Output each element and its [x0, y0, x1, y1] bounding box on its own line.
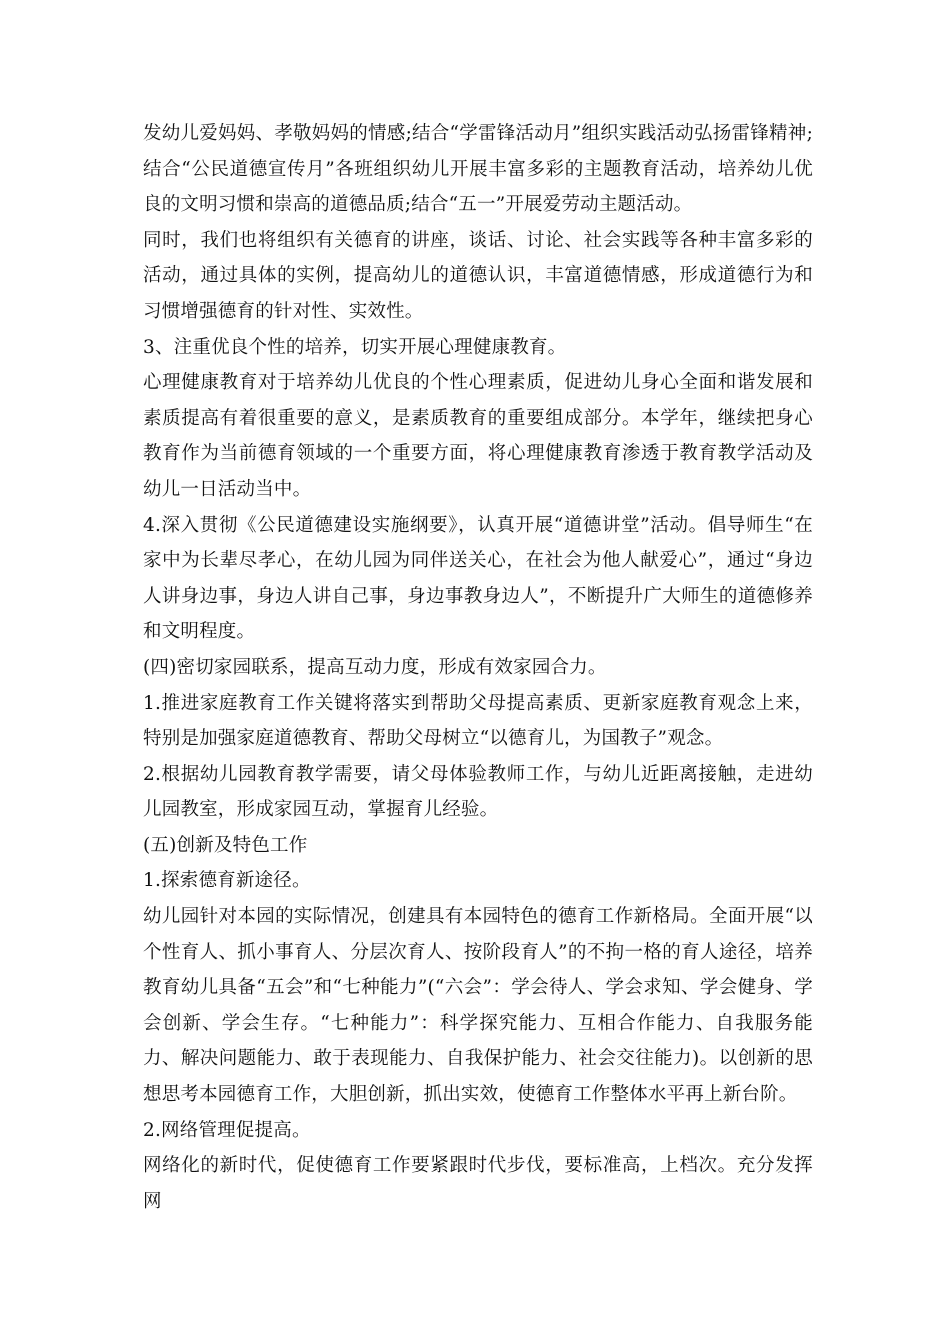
paragraph-8: 2.根据幼儿园教育教学需要，请父母体验教师工作，与幼儿近距离接触，走进幼儿园教室，形成家园互动，掌握育儿经验。: [143, 763, 813, 821]
paragraph-2: 同时，我们也将组织有关德育的讲座，谈话、讨论、社会实践等各种丰富多彩的活动，通过具体的实例，提高幼儿的道德认识，丰富道德情感，形成道德行为和习惯增强德育的针对性、实效性。: [143, 229, 813, 322]
paragraph-13: 网络化的新时代，促使德育工作要紧跟时代步伐，要标准高，上档次。充分发挥网: [143, 1155, 813, 1212]
paragraph-12: 2.网络管理促提高。: [143, 1119, 311, 1141]
paragraph-7: 1.推进家庭教育工作关键将落实到帮助父母提高素质、更新家庭教育观念上来，特别是加强家庭道德教育、帮助父母树立“以德育儿，为国教子”观念。: [143, 692, 813, 750]
paragraph-4: 心理健康教育对于培养幼儿优良的个性心理素质，促进幼儿身心全面和谐发展和素质提高有着很重要的意义，是素质教育的重要组成部分。本学年，继续把身心教育作为当前德育领域的一个重要方面，将心理健康教育渗透于教育教学活动及幼儿一日活动当中。: [143, 372, 813, 500]
paragraph-11: 幼儿园针对本园的实际情况，创建具有本园特色的德育工作新格局。全面开展“以个性育人、抓小事育人、分层次育人、按阶段育人”的不拘一格的育人途径，培养教育幼儿具备“五会”和“七种能力”(“六会”：学会待人、学会求知、学会健身、学会创新、学会生存。“七种能力”：科学探究能力、互相合作能力、自我服务能力、解决问题能力、敢于表现能力、自我保护能力、社会交往能力)。以创新的思想思考本园德育工作，大胆创新，抓出实效，使德育工作整体水平再上新台阶。: [143, 906, 813, 1106]
paragraph-1: 发幼儿爱妈妈、孝敬妈妈的情感;结合“学雷锋活动月”组织实践活动弘扬雷锋精神;结合“公民道德宣传月”各班组织幼儿开展丰富多彩的主题教育活动，培养幼儿优良的文明习惯和崇高的道德品质;结合“五一”开展爱劳动主题活动。: [143, 123, 813, 216]
paragraph-9: (五)创新及特色工作: [143, 834, 308, 856]
paragraph-3: 3、注重优良个性的培养，切实开展心理健康教育。: [143, 336, 567, 358]
document-body: [143, 116, 813, 1219]
paragraph-6: (四)密切家园联系，提高互动力度，形成有效家园合力。: [143, 656, 607, 678]
paragraph-10: 1.探索德育新途径。: [143, 870, 311, 892]
paragraph-5: 4.深入贯彻《公民道德建设实施纲要》，认真开展“道德讲堂”活动。倡导师生“在家中为长辈尽孝心，在幼儿园为同伴送关心，在社会为他人献爱心”，通过“身边人讲身边事，身边人讲自己事，身边事教身边人”，不断提升广大师生的道德修养和文明程度。: [143, 514, 813, 643]
